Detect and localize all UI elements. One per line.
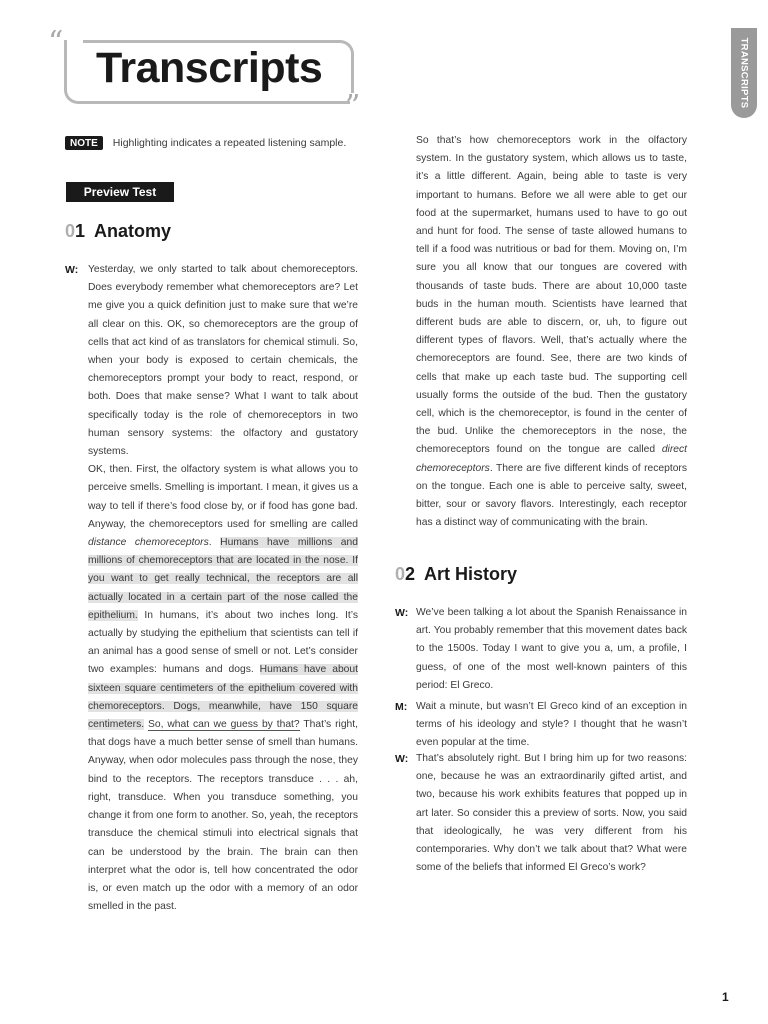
highlighted-text: Humans have millions and millions of chemoreceptors that are located in the nose. If you want to get really technical, the receptors are all actually located in a certain part of the nose called the epithelium. — [88, 537, 358, 621]
underlined-text: So, what can we guess by that? — [148, 719, 300, 731]
preview-test-label: Preview Test — [66, 182, 174, 202]
close-quote-mark: ” — [345, 89, 361, 124]
section-side-tab[interactable] — [731, 28, 757, 118]
italic-term: direct chemoreceptors — [416, 444, 687, 474]
highlighted-text: Humans have about sixteen square centimeters of the epithelium covered with chemoreceptors. Dogs, meanwhile, have 150 square centimeters. — [88, 664, 358, 731]
italic-term: distance chemoreceptors — [88, 537, 209, 549]
speaker-label: W: — [395, 753, 409, 765]
section-title: Anatomy — [94, 221, 172, 241]
dialogue-line: That’s absolutely right. But I bring him up for two reasons: one, because he was an extraordinarily gifted artist, and two, because his work exhibits features that popped up in art later. So consider this a preview of sorts. Now, you said that ideologically, he was very different from his contemporaries. Why don’t we talk about that? What were some of the beliefs that informed El Greco’s work? — [416, 753, 687, 874]
page-number: 1 — [722, 990, 729, 1004]
section-title: Art History — [424, 564, 518, 584]
section-heading-anatomy — [65, 221, 171, 242]
side-tab-label: TRANSCRIPTS — [738, 37, 750, 109]
text-segment: OK, then. First, the olfactory system is what allows you to perceive smells. Smelling is important. I mean, it gives us a way to tell if there’s food close by, or if food has gone bad. Anyway, the chemoreceptors used for smelling are called — [88, 464, 358, 530]
note-row — [65, 136, 346, 150]
text-segment: That’s right, that dogs have a much better sense of smell than humans. Anyway, when odor molecules pass through the nose, they bind to the receptors. The receptors transduce . . . ah, right, transduce. When you transduce something, you change it from one form to another. So, yeah, the receptors transduce the chemical stimuli into electrical signals that can be understood by the brain. The brain can then interpret what the odor is, tell how concentrated the odor is, or even match up the odor with a memory of an odor smelled in the past. — [88, 719, 359, 913]
speaker-label: W: — [395, 607, 409, 619]
section-number: 1 — [75, 221, 86, 241]
section-number: 2 — [405, 564, 416, 584]
speaker-label: M: — [395, 701, 408, 713]
note-text: Highlighting indicates a repeated listening sample. — [112, 137, 347, 149]
text-segment: . There are five different kinds of receptors on the tongue. Each one is able to perceive salty, sweet, bitter, sour or savory flavors. Interestingly, each receptor has a distinct way of communicating with the brain. — [416, 462, 687, 529]
transcript-paragraph-anatomy — [88, 261, 358, 916]
text-segment: In humans, it’s about two inches long. It’s actually by studying the epithelium that scientists can tell if an animal has a good sense of smell or not. Let’s consider two examples: humans and dogs. — [88, 609, 358, 676]
speaker-label: W: — [65, 264, 79, 276]
section-number-prefix: 0 — [65, 221, 76, 241]
page-title: Transcripts — [96, 44, 323, 92]
note-badge: NOTE — [65, 136, 103, 150]
text-segment: . — [208, 537, 221, 549]
section-heading-art-history — [395, 564, 517, 585]
text-segment: Yesterday, we only started to talk about chemoreceptors. Does everybody remember what chemoreceptors are? Let me give you a quick definition just to make sure that we’re all clear on this. OK, so chemoreceptors are the group of cells that act kind of as translators for chemical stimuli. So, when your body is exposed to certain chemicals, the chemoreceptors prompt your body to react, respond, or both. Does that make sense? What I want to talk about specifically today is the role of chemoreceptors in two human sensory systems: the olfactory and gustatory systems. — [88, 264, 358, 458]
section-number-prefix: 0 — [395, 564, 406, 584]
dialogue-line: Wait a minute, but wasn’t El Greco kind of an exception in terms of his ideology and style? I thought that he wasn’t even popular at the time. — [416, 701, 687, 749]
dialogue-line: We’ve been talking a lot about the Spanish Renaissance in art. You probably remember that this movement dates back to the 1500s. Today I want to give you a, um, a profile, I guess, of one of the most well-known painters of this period: El Greco. — [416, 607, 687, 691]
open-quote-mark: “ — [48, 25, 64, 60]
text-segment: So that’s how chemoreceptors work in the olfactory system. In the gustatory system, which allows us to taste, it’s a little different. Again, being able to taste is very important to humans. Before we all were able to get our food at the supermarket, humans used to have to go out and hunt for food. The sense of taste allowed humans to tell if a food was nutritious or bad for them. Moving on, I’m sure you all know that our tongues are covered with thousands of taste buds. There are about 10,000 taste buds in the human mouth. Scientists have learned that different buds are able to discern, or, uh, to figure out different types of flavors. Well, that’s actually where the chemoreceptors are found. See, there are two kinds of cells that make up each taste bud. The supporting cell usually forms the outside of the bud. Then the gustatory cell, which is the chemoreceptor, is found in the center of the bud. Unlike the chemoreceptors in the nose, the chemoreceptors found on the tongue are called — [416, 135, 687, 456]
transcript-paragraph-continued — [416, 132, 687, 532]
